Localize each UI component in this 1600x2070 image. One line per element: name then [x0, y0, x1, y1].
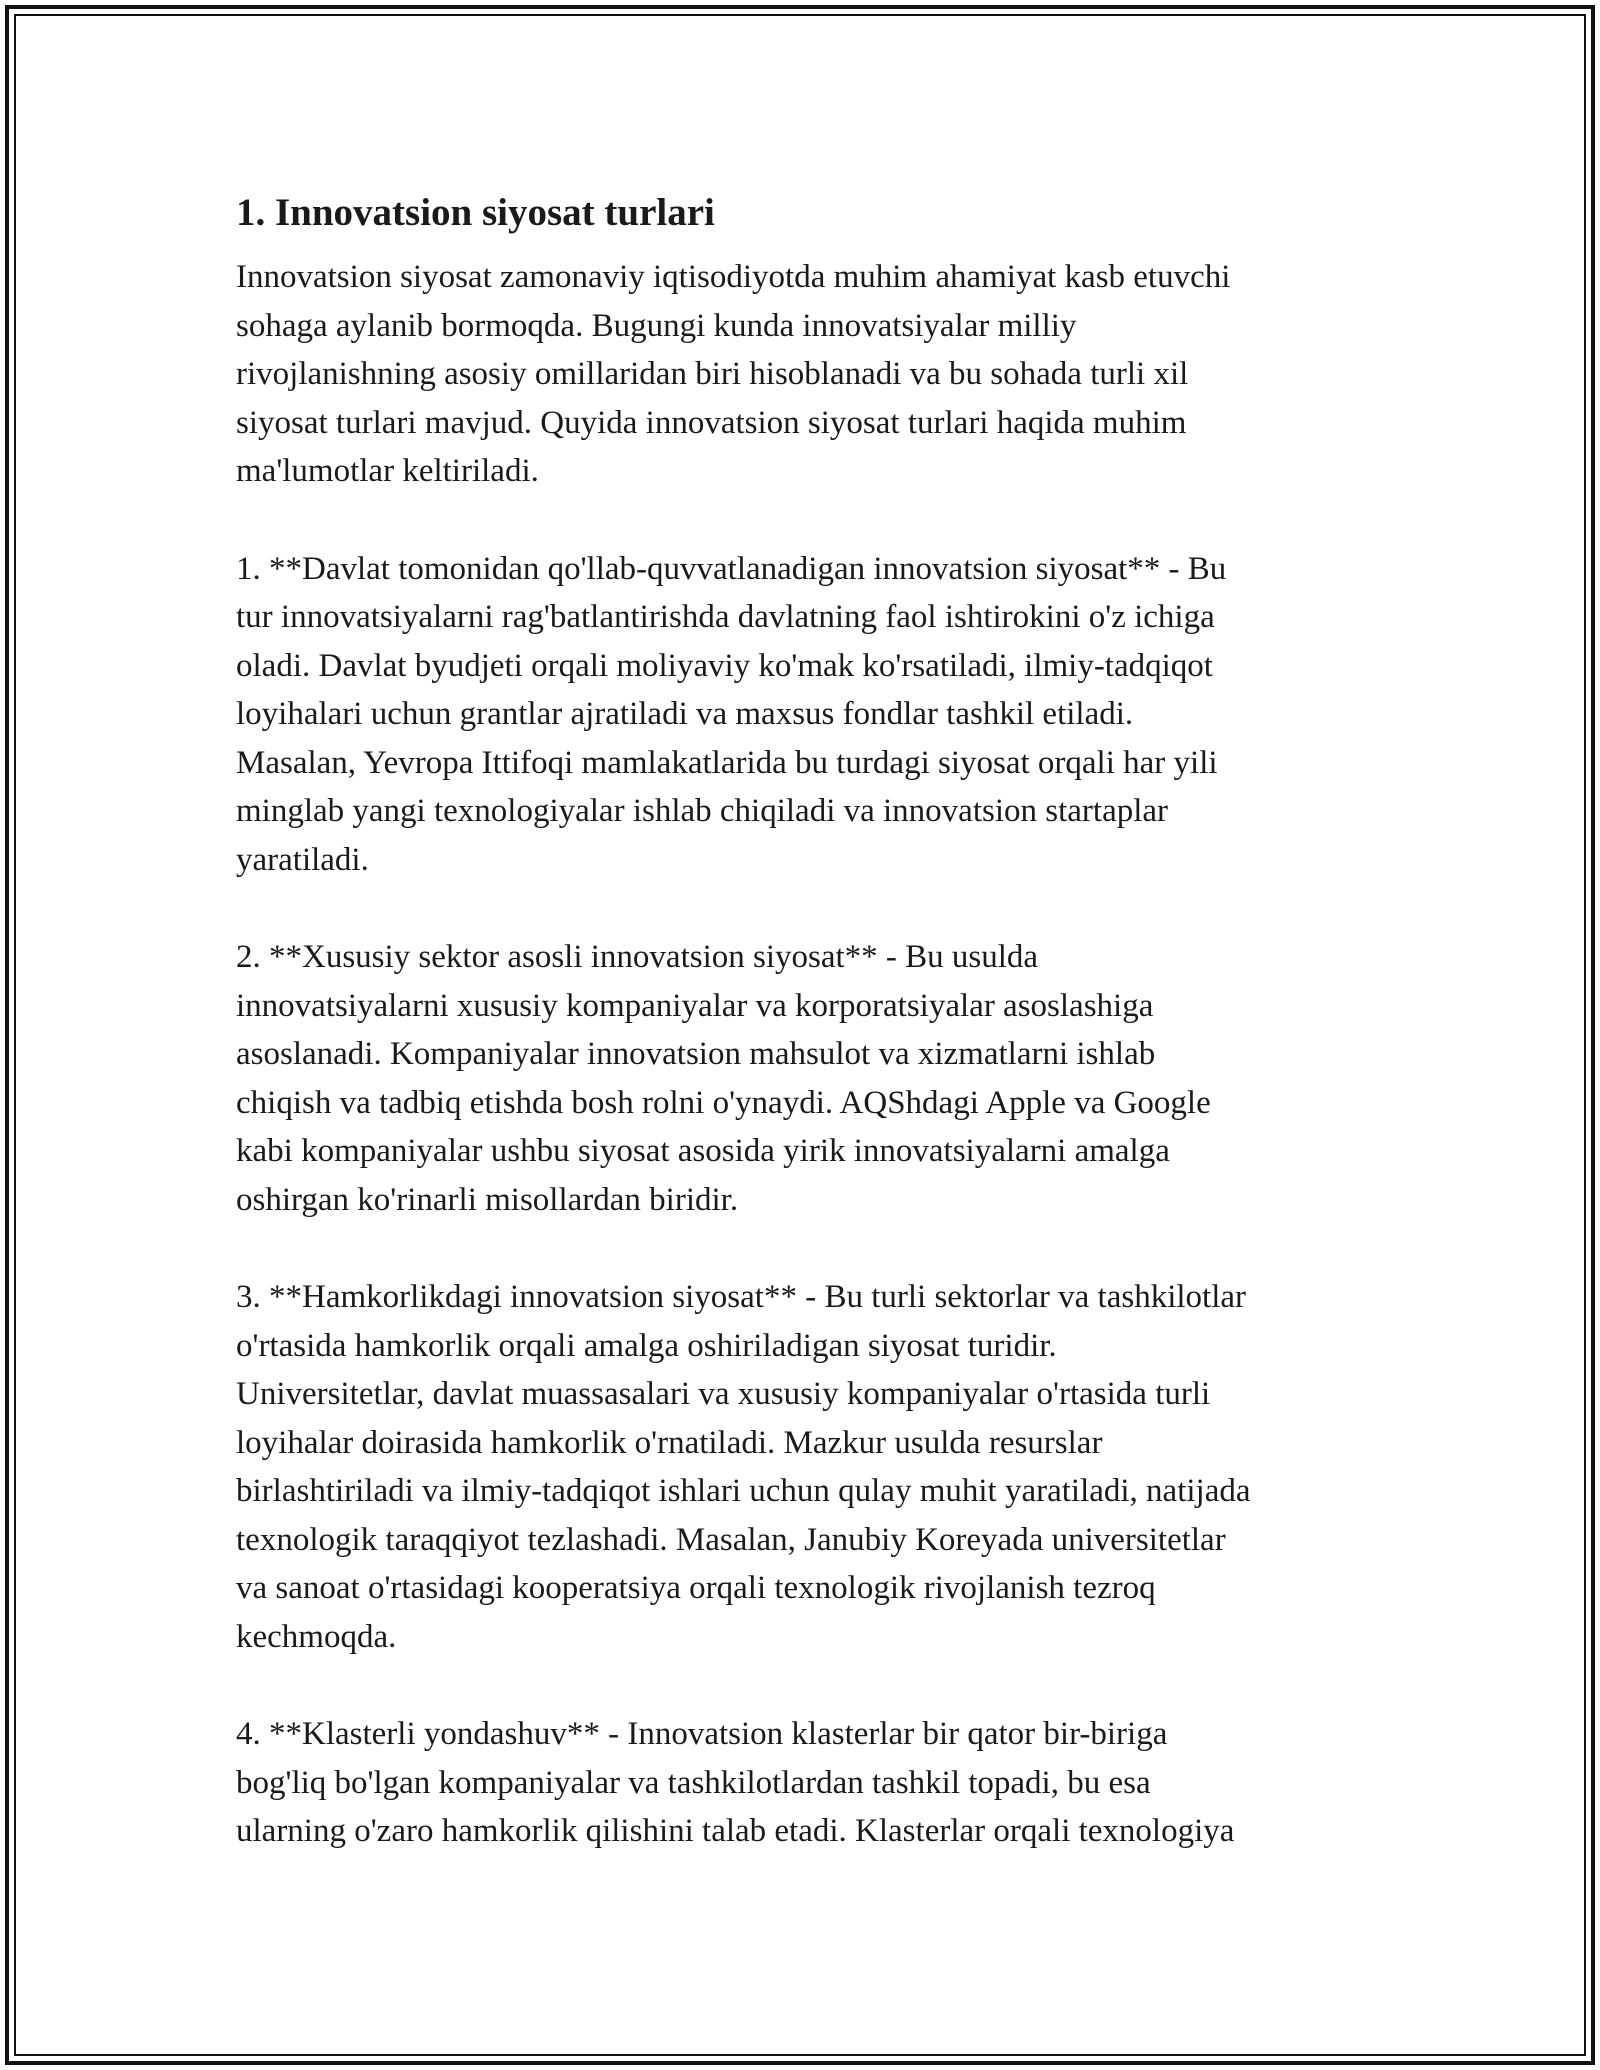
paragraph-item-3 — [236, 1273, 1366, 1661]
section-heading: 1. Innovatsion siyosat turlari — [236, 191, 715, 234]
text-line: innovatsiyalarni xususiy kompaniyalar va korporatsiyalar asoslashiga — [236, 987, 1154, 1024]
text-line: Innovatsion siyosat zamonaviy iqtisodiyotda muhim ahamiyat kasb etuvchi — [236, 259, 1231, 295]
text-line: ularning o'zaro hamkorlik qilishini talab etadi. Klasterlar orqali texnologiya — [236, 1813, 1235, 1849]
text-line: chiqish va tadbiq etishda bosh rolni o'ynaydi. AQShdagi Apple va Google — [236, 1084, 1211, 1121]
text-line: 4. **Klasterli yondashuv** - Innovatsion klasterlar bir qator bir-biriga — [236, 1716, 1168, 1752]
text-line: Masalan, Yevropa Ittifoqi mamlakatlarida bu turdagi siyosat orqali har yili — [236, 744, 1218, 781]
text-line: tur innovatsiyalarni rag'batlantirishda davlatning faol ishtirokini o'z ichiga — [236, 599, 1215, 635]
text-line: 2. **Xususiy sektor asosli innovatsion siyosat** - Bu usulda — [236, 939, 1039, 975]
document-body — [236, 183, 1366, 1905]
text-line: 3. **Hamkorlikdagi innovatsion siyosat** - Bu turli sektorlar va tashkilotlar — [236, 1279, 1247, 1315]
text-line: oladi. Davlat byudjeti orqali moliyaviy ko'mak ko'rsatiladi, ilmiy-tadqiqot — [236, 647, 1213, 684]
paragraph-item-1 — [236, 545, 1366, 885]
paragraph-item-4 — [236, 1710, 1366, 1856]
text-line: kechmoqda. — [236, 1618, 397, 1655]
text-line: kabi kompaniyalar ushbu siyosat asosida yirik innovatsiyalarni amalga — [236, 1133, 1170, 1169]
paragraph-item-2 — [236, 933, 1366, 1224]
text-line: o'rtasida hamkorlik orqali amalga oshiriladigan siyosat turidir. — [236, 1327, 1057, 1364]
text-line: bog'liq bo'lgan kompaniyalar va tashkilotlardan tashkil topadi, bu esa — [236, 1764, 1151, 1801]
text-line: loyihalari uchun grantlar ajratiladi va maxsus fondlar tashkil etiladi. — [236, 696, 1134, 732]
text-line: birlashtiriladi va ilmiy-tadqiqot ishlari uchun qulay muhit yaratiladi, natijada — [236, 1473, 1251, 1509]
text-line: rivojlanishning asosiy omillaridan biri hisoblanadi va bu sohada turli xil — [236, 356, 1189, 392]
paragraph-intro — [236, 253, 1366, 496]
text-line: sohaga aylanib bormoqda. Bugungi kunda innovatsiyalar milliy — [236, 307, 1077, 344]
text-line: loyihalar doirasida hamkorlik o'rnatiladi. Mazkur usulda resurslar — [236, 1424, 1103, 1461]
text-line: oshirgan ko'rinarli misollardan biridir. — [236, 1181, 739, 1218]
text-line: ma'lumotlar keltiriladi. — [236, 453, 539, 489]
text-line: yaratiladi. — [236, 841, 369, 878]
text-line: texnologik taraqqiyot tezlashadi. Masalan, Janubiy Koreyada universitetlar — [236, 1521, 1226, 1558]
text-line: Universitetlar, davlat muassasalari va xususiy kompaniyalar o'rtasida turli — [236, 1376, 1211, 1412]
text-line: minglab yangi texnologiyalar ishlab chiqiladi va innovatsion startaplar — [236, 793, 1169, 829]
text-line: va sanoat o'rtasidagi kooperatsiya orqali texnologik rivojlanish tezroq — [236, 1570, 1156, 1606]
text-line: asoslanadi. Kompaniyalar innovatsion mahsulot va xizmatlarni ishlab — [236, 1036, 1156, 1072]
text-line: 1. **Davlat tomonidan qo'llab-quvvatlanadigan innovatsion siyosat** - Bu — [236, 550, 1227, 587]
text-line: siyosat turlari mavjud. Quyida innovatsion siyosat turlari haqida muhim — [236, 404, 1187, 441]
